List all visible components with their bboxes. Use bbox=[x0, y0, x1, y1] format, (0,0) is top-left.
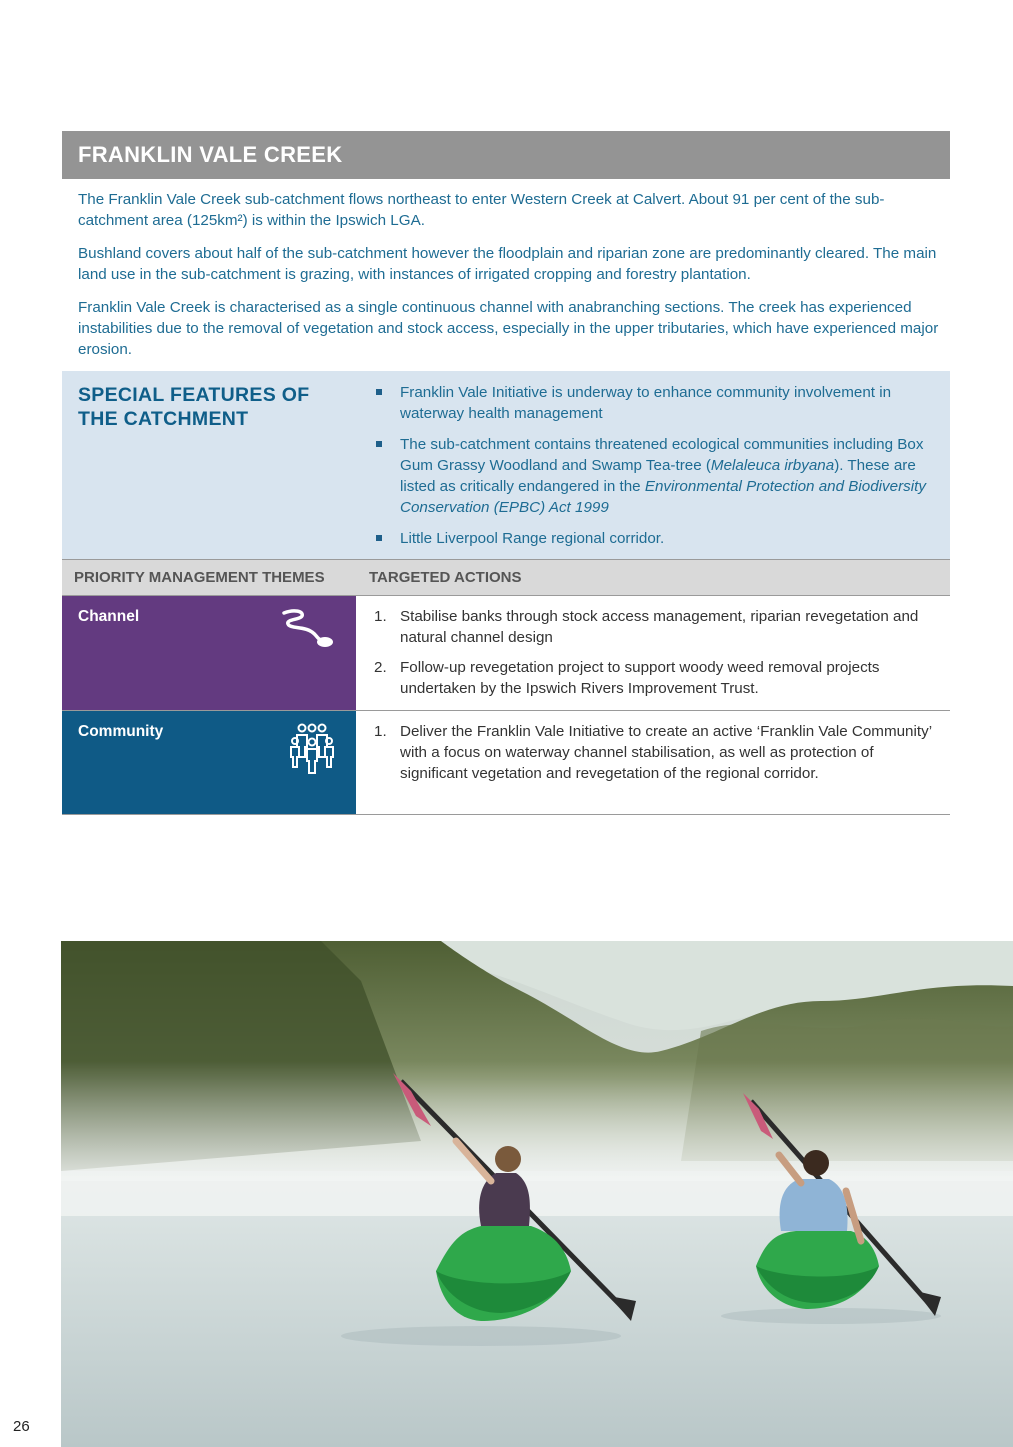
special-features-panel bbox=[62, 371, 950, 559]
intro-paragraph: Bushland covers about half of the sub-catchment however the floodplain and riparian zone are predominantly cleared. The main land use in the sub-catchment is grazing, with instances of irrigated cropping and forestry plantation. bbox=[78, 245, 937, 283]
table-row bbox=[62, 711, 950, 815]
actions-list bbox=[374, 721, 940, 793]
list-number: 1. bbox=[374, 608, 387, 625]
action-text: Follow-up revegetation project to support woody weed removal projects undertaken by the Ipswich Rivers Improvement Trust. bbox=[400, 659, 880, 697]
list-item bbox=[374, 657, 940, 699]
feature-text-italic: Melaleuca irbyana bbox=[710, 457, 835, 474]
kayaking-photo bbox=[61, 941, 1013, 1447]
column-header-actions: TARGETED ACTIONS bbox=[369, 569, 522, 586]
list-number: 1. bbox=[374, 723, 387, 740]
actions-list bbox=[374, 606, 940, 708]
list-item bbox=[376, 434, 938, 518]
special-features-list bbox=[376, 382, 938, 559]
bullet-icon bbox=[376, 535, 382, 541]
feature-text: Little Liverpool Range regional corridor. bbox=[400, 530, 665, 547]
list-item bbox=[376, 382, 938, 424]
action-text: Stabilise banks through stock access management, riparian revegetation and natural channel design bbox=[400, 608, 919, 646]
list-item bbox=[376, 528, 938, 549]
column-header-themes: PRIORITY MANAGEMENT THEMES bbox=[74, 569, 325, 586]
bullet-icon bbox=[376, 389, 382, 395]
special-features-heading: SPECIAL FEATURES OF THE CATCHMENT bbox=[78, 384, 310, 430]
feature-text: Franklin Vale Initiative is underway to enhance community involvement in waterway health management bbox=[400, 384, 892, 422]
table-header bbox=[62, 559, 950, 596]
theme-label: Community bbox=[78, 723, 164, 740]
list-number: 2. bbox=[374, 659, 387, 676]
intro-paragraph: The Franklin Vale Creek sub-catchment flows northeast to enter Western Creek at Calvert. About 91 per cent of the sub-catchment area (125km²) is within the Ipswich LGA. bbox=[78, 191, 885, 229]
table-row bbox=[62, 596, 950, 711]
feature-text: The sub-catchment contains threatened ecological communities including Box Gum Grassy Woodland and Swamp Tea-tree ( bbox=[400, 436, 924, 474]
river-icon bbox=[280, 608, 336, 653]
list-item bbox=[374, 606, 940, 648]
action-text: Deliver the Franklin Vale Initiative to create an active ‘Franklin Vale Community’ with a focus on waterway channel stabilisation, as well as protection of significant vegetation and revegetation of the regional corridor. bbox=[400, 723, 932, 782]
community-people-icon bbox=[288, 723, 336, 780]
intro-text bbox=[78, 189, 940, 372]
feature-text: ). These are listed as critically endangered in the bbox=[400, 457, 916, 495]
list-item bbox=[374, 721, 940, 784]
page-number: 26 bbox=[13, 1418, 30, 1435]
section-title: FRANKLIN VALE CREEK bbox=[62, 131, 950, 179]
theme-label: Channel bbox=[78, 608, 140, 625]
theme-cell-community bbox=[62, 711, 356, 814]
feature-text-italic: Environmental Protection and Biodiversity Conservation (EPBC) Act 1999 bbox=[400, 478, 926, 516]
bullet-icon bbox=[376, 441, 382, 447]
intro-paragraph: Franklin Vale Creek is characterised as a single continuous channel with anabranching sections. The creek has experienced instabilities due to the removal of vegetation and stock access, especially in the upper tributaries, which have experienced major erosion. bbox=[78, 299, 939, 358]
theme-cell-channel bbox=[62, 596, 356, 710]
